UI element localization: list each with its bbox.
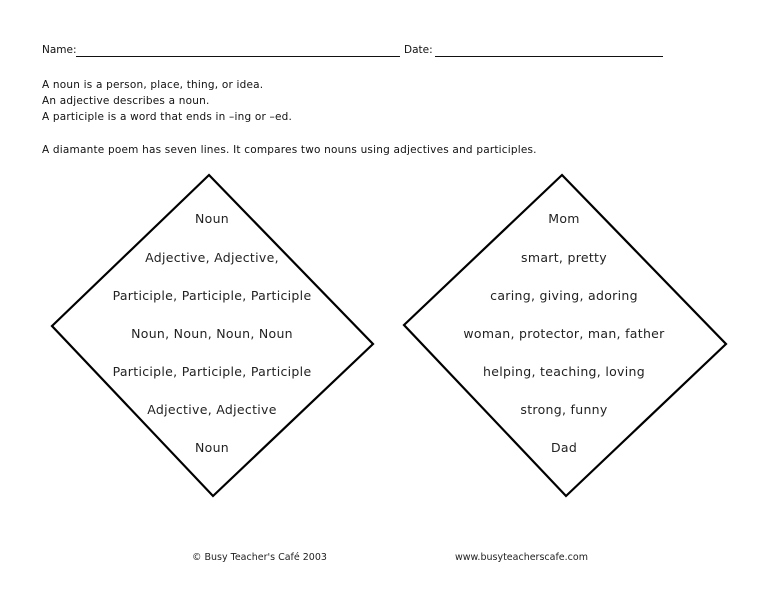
example-line-3: caring, giving, adoring [490,288,638,303]
template-line-7: Noun [194,440,230,455]
template-line-1: Noun [194,211,230,226]
name-label: Name: [42,44,77,56]
definition-adjective: An adjective describes a noun. [42,95,210,107]
template-line-5: Participle, Participle, Participle [112,364,312,379]
example-line-1: Mom [548,211,580,226]
template-line-3: Participle, Participle, Participle [112,288,312,303]
template-line-4: Noun, Noun, Noun, Noun [131,326,293,341]
website-link[interactable]: www.busyteacherscafe.com [455,552,588,563]
example-line-7: Dad [550,440,578,455]
example-line-4: woman, protector, man, father [463,326,665,341]
date-label: Date: [404,44,433,56]
copyright-text: © Busy Teacher's Café 2003 [192,552,327,563]
example-line-6: strong, funny [520,402,608,417]
instruction-text: A diamante poem has seven lines. It compares two nouns using adjectives and participles. [42,144,537,156]
example-line-5: helping, teaching, loving [483,364,645,379]
template-line-6: Adjective, Adjective [147,402,277,417]
definition-noun: A noun is a person, place, thing, or idea. [42,79,264,91]
example-line-2: smart, pretty [521,250,607,265]
definition-participle: A participle is a word that ends in –ing or –ed. [42,111,293,123]
template-line-2: Adjective, Adjective, [145,250,279,265]
